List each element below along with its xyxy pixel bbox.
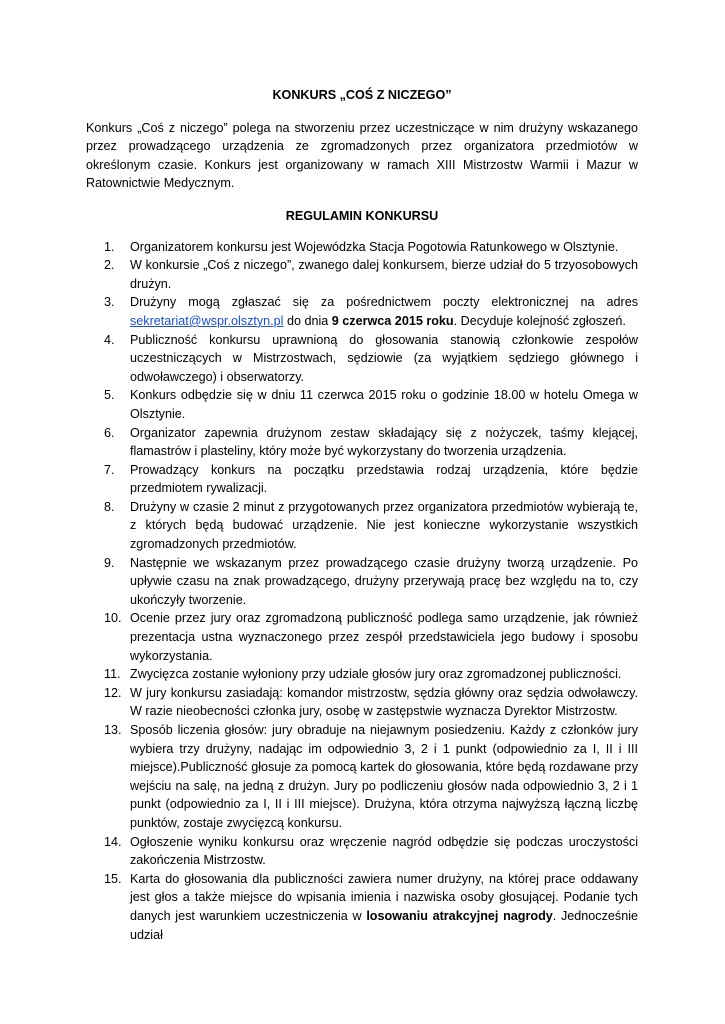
rule-item-7 [86, 461, 638, 498]
rule-item-4 [86, 331, 638, 387]
rule-item-10 [86, 609, 638, 665]
rule-number: 12. [104, 685, 122, 700]
rule-item-3 [86, 293, 638, 330]
rule-number: 11. [104, 667, 121, 682]
rule-text: Ogłoszenie wyniku konkursu oraz wręczenie nagród odbędzie się podczas uroczystości zakończenia Mistrzostw. [130, 834, 638, 868]
rule-text: Konkurs odbędzie się w dniu 11 czerwca 2015 roku o godzinie 18.00 w hotelu Omega w Olsztynie. [130, 388, 638, 421]
rule-text: Prowadzący konkurs na początku przedstawia rodzaj urządzenia, które będzie przedmiotem rywalizacji. [130, 462, 638, 496]
rule-text: Organizator zapewnia drużynom zestaw składający się z nożyczek, taśmy klejącej, flamastrów i plasteliny, który może być wykorzystany do tworzenia urządzenia. [130, 425, 638, 459]
rule-item-1 [86, 238, 638, 257]
rule-text: Organizatorem konkursu jest Wojewódzka Stacja Pogotowia Ratunkowego w Olsztynie. [130, 239, 619, 254]
deadline-date: 9 czerwca 2015 roku [331, 313, 454, 328]
rule-text-mid: do dnia [283, 313, 332, 328]
rule-item-14 [86, 833, 638, 870]
rule-text: W konkursie „Coś z niczego”, zwanego dalej konkursem, bierze udział do 5 trzyosobowych drużyn. [130, 258, 638, 291]
document-content [86, 86, 638, 944]
rule-item-11 [86, 665, 638, 684]
rule-item-6 [86, 424, 638, 461]
rule-item-8 [86, 498, 638, 554]
rule-text: Ocenie przez jury oraz zgromadzoną publiczność podlega samo urządzenie, jak również prezentacja ustna wyznaczonego przez zespół przedstawiciela jego budowy i sposobu wykorzystania. [130, 611, 638, 663]
rule-number: 13. [104, 723, 122, 737]
intro-paragraph: Konkurs „Coś z niczego” polega na stworzeniu przez uczestniczące w nim drużyny wskazanego przez prowadzącego urządzenia ze zgromadzonych przez organizatora przedmiotów w określonym czasie. Konkurs jest organizowany w ramach XIII Mistrzostw Warmii i Mazur w Ratownictwie Medycznym. [86, 120, 638, 191]
rule-number: 14. [104, 834, 122, 849]
rule-number: 9. [104, 555, 115, 570]
rule-text: W jury konkursu zasiadają: komandor mistrzostw, sędzia główny oraz sędzia odwoławczy. W razie nieobecności członka jury, osobę w zastępstwie wyznacza Dyrektor Mistrzostw. [130, 685, 638, 719]
rule-item-2 [86, 256, 638, 293]
rule-item-9 [86, 554, 638, 610]
rule-number: 6. [104, 425, 115, 440]
rule-number: 1. [104, 239, 115, 254]
rule-text-post: . Decyduje kolejność zgłoszeń. [453, 313, 626, 328]
rule-number: 5. [104, 388, 115, 403]
rule-item-13 [86, 721, 638, 833]
email-link[interactable]: sekretariat@wspr.olsztyn.pl [130, 313, 284, 328]
rule-number: 8. [104, 499, 115, 514]
rule-text: Publiczność konkursu uprawnioną do głosowania stanowią członkowie zespołów uczestniczących w Mistrzostwach, sędziowie (za wyjątkiem sędziego głównego i odwoławczego) i obserwatorzy. [130, 332, 638, 384]
rule-text: Następnie we wskazanym przez prowadzącego czasie drużyny tworzą urządzenie. Po upływie czasu na znak prowadzącego, drużyny przerywają pracę bez względu na to, czy ukończyły tworzenie. [130, 555, 638, 607]
rules-title: REGULAMIN KONKURSU [285, 208, 439, 223]
rule-text: Zwycięzca zostanie wyłoniony przy udziale głosów jury oraz zgromadzonej publiczności. [130, 667, 622, 682]
rule-text-pre: Karta do głosowania dla publiczności zawiera numer drużyny, na której prace oddawany jest głos a także miejsce do wpisania imienia i nazwiska osoby głosującej. Podanie tych danych jest warunkiem uczestniczenia w [130, 871, 638, 923]
rule-text-post: . Jednocześnie udział [130, 908, 638, 942]
rule-item-12 [86, 684, 638, 721]
rule-item-15 [86, 870, 638, 944]
rule-text-pre: Drużyny mogą zgłaszać się za pośrednictwem poczty elektronicznej na adres [130, 295, 638, 310]
rule-text: Drużyny w czasie 2 minut z przygotowanych przez organizatora przedmiotów wybierają te, z których będą budować urządzenie. Nie jest konieczne wykorzystanie wszystkich zgromadzonych przedmiotów. [130, 499, 638, 552]
rule-number: 10. [104, 611, 122, 626]
rule-number: 15. [104, 871, 122, 886]
rules-list [86, 238, 638, 945]
rule-number: 4. [104, 332, 115, 347]
prize-draw-bold: losowaniu atrakcyjnej nagrody [366, 908, 553, 923]
rule-number: 3. [104, 295, 115, 310]
rule-text: Sposób liczenia głosów: jury obraduje na niejawnym posiedzeniu. Każdy z członków jury wybiera trzy drużyny, nadając im odpowiednio 3, 2 i 1 punkt (odpowiednio za I, II i III miejsce).Publiczność głosuje za pomocą kartek do głosowania, które będą rozdawane przy wejściu na salę, na jedną z drużyn. Jury po podliczeniu głosów nada odpowiednio 3, 2 i 1 punkt (odpowiednio za I, II i III miejsce). Drużyna, która otrzyma najwyższą łączną liczbę punktów, zostaje zwycięzcą konkursu. [130, 723, 638, 830]
rule-number: 7. [104, 462, 115, 477]
rule-item-5 [86, 386, 638, 423]
rule-number: 2. [104, 258, 115, 273]
document-title: KONKURS „COŚ Z NICZEGO” [272, 88, 452, 102]
